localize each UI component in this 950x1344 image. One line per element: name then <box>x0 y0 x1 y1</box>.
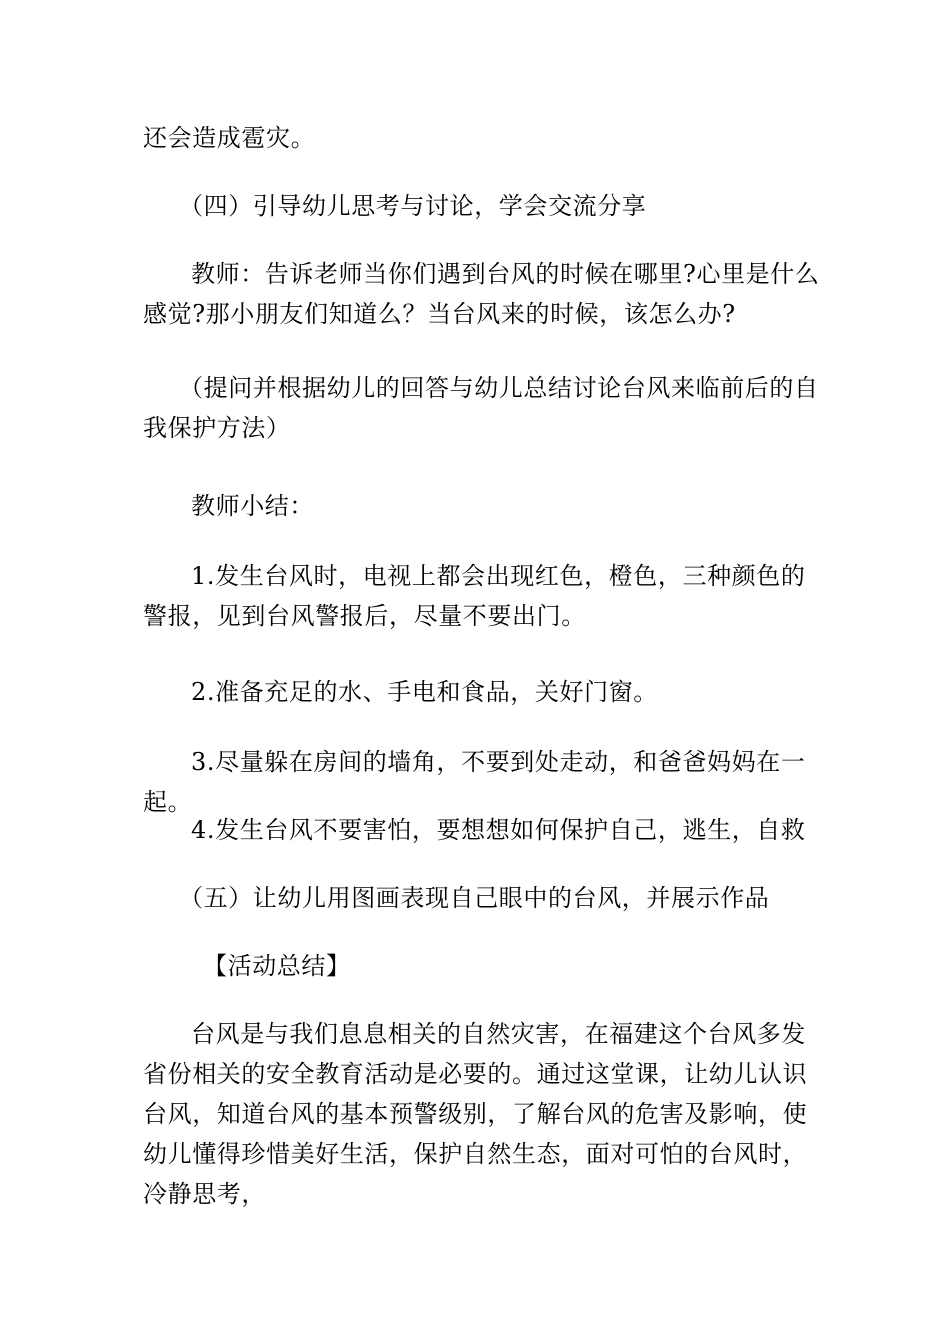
list-item-4: 4.发生台风不要害怕，要想想如何保护自己，逃生，自救 <box>191 816 806 844</box>
paragraph-discussion-note: （提问并根据幼儿的回答与幼儿总结讨论台风来临前后的自我保护方法） <box>143 374 819 442</box>
paragraph-teacher-summary: 教师小结： <box>191 492 314 520</box>
section-heading-five: （五）让幼儿用图画表现自己眼中的台风，并展示作品 <box>179 884 770 912</box>
list-item-1: 1.发生台风时，电视上都会出现红色，橙色，三种颜色的警报，见到台风警报后，尽量不要出门。 <box>143 562 806 630</box>
list-item-2: 2.准备充足的水、手电和食品，关好门窗。 <box>191 678 658 706</box>
paragraph-teacher-question: 教师：告诉老师当你们遇到台风的时候在哪里?心里是什么感觉?那小朋友们知道么？当台风来的时候，该怎么办? <box>143 260 820 328</box>
paragraph-activity-summary: 台风是与我们息息相关的自然灾害，在福建这个台风多发省份相关的安全教育活动是必要的。通过这堂课，让幼儿认识台风，知道台风的基本预警级别，了解台风的危害及影响，使幼儿懂得珍惜美好生活，保护自然生态，面对可怕的台风时，冷静思考， <box>143 1020 808 1208</box>
list-item-3: 3.尽量躲在房间的墙角，不要到处走动，和爸爸妈妈在一起。 <box>143 748 806 816</box>
section-heading-activity-summary: 【活动总结】 <box>203 952 351 980</box>
paragraph-hail-disaster: 还会造成雹灾。 <box>143 124 316 152</box>
section-heading-four: （四）引导幼儿思考与讨论，学会交流分享 <box>179 192 647 220</box>
